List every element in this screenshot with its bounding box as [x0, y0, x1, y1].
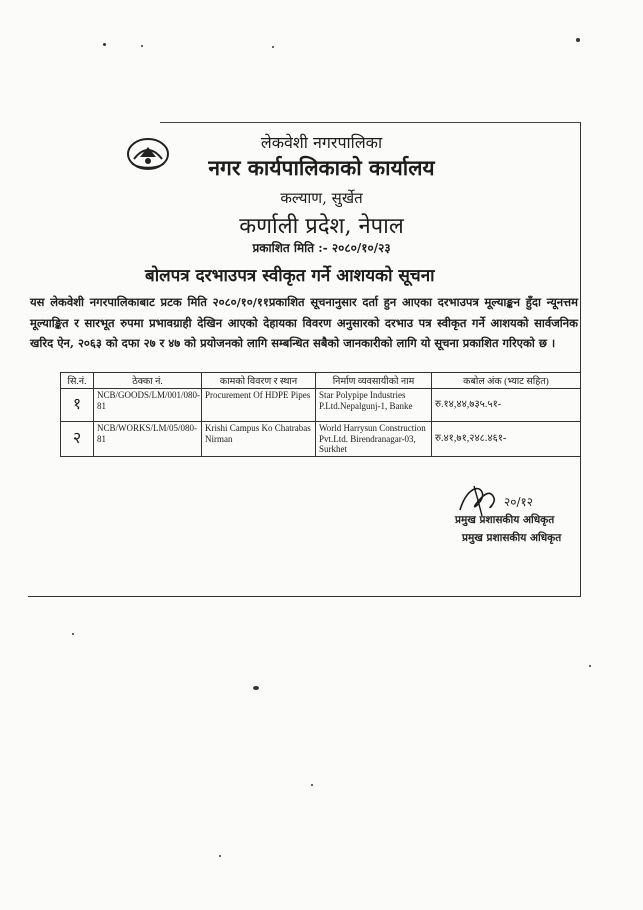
province-name: कर्णाली प्रदेश, नेपाल	[239, 214, 404, 239]
table-row	[61, 422, 581, 457]
table-header-row	[61, 373, 581, 389]
cell-bid-amount: रु.४१,७१,२४८.४६१-	[432, 422, 581, 457]
notice-top-rule	[160, 122, 580, 123]
scan-speck	[576, 38, 580, 42]
notice-body: यस लेकवेशी नगरपालिकाबाट प्रटक मिति २०८०/१०/११प्रकाशित सूचनानुसार दर्ता हुन आएका दरभाउपत्र मूल्याङ्कन हुँदा न्यूनत्तम मूल्याङ्कित र सारभूत रुपमा प्रभावग्राही देखिन आएको देहायका विवरण अनुसारको दरभाउ पत्र स्वीकृत गर्ने आशयको सार्वजनिक खरिद ऐन, २०६३ को दफा २७ र ४७ को प्रयोजनको लागि सम्बन्धित सबैको जानकारीको लागि यो सूचना प्रकाशित गरिएको छ ।	[30, 295, 578, 350]
cell-contract-no: NCB/WORKS/LM/05/080-81	[94, 422, 202, 457]
cell-sn: २	[61, 422, 94, 457]
accepted-bids-table	[60, 372, 581, 457]
scan-speck	[141, 45, 143, 47]
cell-contractor: World Harrysun Construction Pvt.Ltd. Birendranagar-03, Surkhet	[316, 422, 432, 457]
cell-contractor: Star Polypipe Industries P.Ltd.Nepalgunj-1, Banke	[316, 389, 432, 422]
header-bid-amount: कबोल अंक (भ्याट सहित)	[432, 373, 581, 389]
header-sn: सि.नं.	[61, 373, 94, 389]
header-description: कामको विवरण र स्थान	[202, 373, 316, 389]
cell-description: Procurement Of HDPE Pipes	[202, 389, 316, 422]
cell-sn: १	[61, 389, 94, 422]
signatory-title: प्रमुख प्रशासकीय अधिकृत	[455, 514, 555, 526]
header-contractor: निर्माण व्यवसायीको नाम	[316, 373, 432, 389]
scan-speck	[72, 633, 74, 635]
scan-speck	[103, 43, 106, 46]
header-contract-no: ठेक्का नं.	[94, 373, 202, 389]
table-row	[61, 389, 581, 422]
scan-speck	[589, 665, 591, 667]
scan-speck	[219, 855, 221, 857]
office-location: कल्याण, सुर्खेत	[280, 189, 363, 207]
cell-bid-amount: रु.१४,४४,७३५.५१-	[432, 389, 581, 422]
cell-description: Krishi Campus Ko Chatrabas Nirman	[202, 422, 316, 457]
scan-speck	[253, 686, 259, 690]
municipality-name: लेकवेशी नगरपालिका	[260, 133, 383, 152]
office-name: नगर कार्यपालिकाको कार्यालय	[208, 155, 435, 180]
notice-heading: बोलपत्र दरभाउपत्र स्वीकृत गर्ने आशयको सूचना	[145, 266, 435, 286]
signature-date: २०/१२	[504, 495, 534, 509]
scan-speck	[311, 784, 313, 786]
scan-speck	[272, 46, 274, 48]
signatory-stamp: प्रमुख प्रशासकीय अधिकृत	[462, 532, 562, 544]
cell-contract-no: NCB/GOODS/LM/001/080-81	[94, 389, 202, 422]
published-date: प्रकाशित मिति :- २०८०/१०/२३	[252, 241, 391, 255]
